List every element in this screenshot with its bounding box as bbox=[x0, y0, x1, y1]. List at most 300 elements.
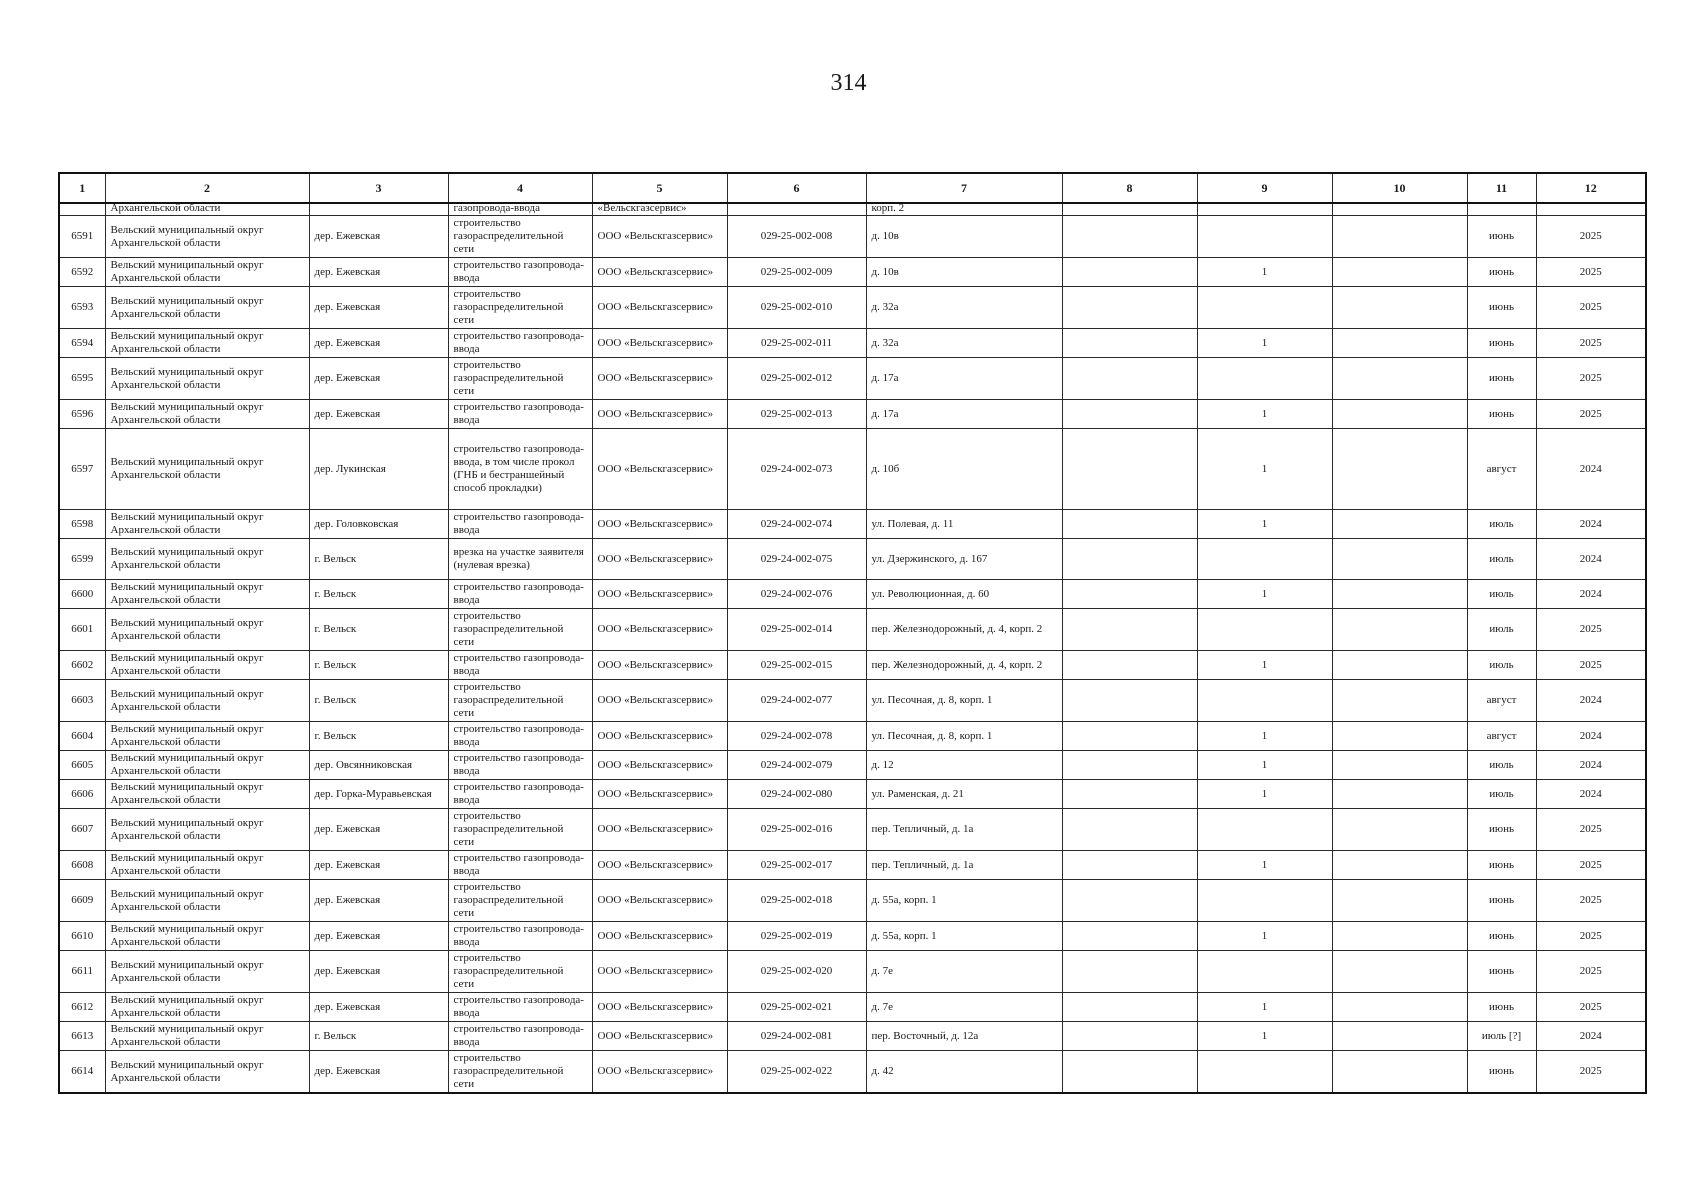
table-cell: строительство газопровода-ввода bbox=[448, 400, 592, 429]
table-row bbox=[59, 329, 1646, 358]
table-cell: Вельский муниципальный округ Архангельской области bbox=[105, 751, 309, 780]
table-cell: июль bbox=[1467, 580, 1536, 609]
table-cell: д. 42 bbox=[866, 1051, 1062, 1094]
table-cell: строительство газопровода-ввода bbox=[448, 580, 592, 609]
table-cell: строительство газопровода-ввода bbox=[448, 993, 592, 1022]
table-cell: пер. Железнодорожный, д. 4, корп. 2 bbox=[866, 651, 1062, 680]
table-cell: строительство газопровода-ввода bbox=[448, 1022, 592, 1051]
table-cell: 2024 bbox=[1536, 429, 1646, 510]
table-cell: 029-25-002-010 bbox=[727, 287, 866, 329]
table-cell: 029-24-002-076 bbox=[727, 580, 866, 609]
table-cell: 1 bbox=[1197, 651, 1332, 680]
table-cell bbox=[1062, 216, 1197, 258]
table-cell: г. Вельск bbox=[309, 580, 448, 609]
table-cell bbox=[1332, 1051, 1467, 1094]
table-cell: 1 bbox=[1197, 1022, 1332, 1051]
table-cell: дер. Ежевская bbox=[309, 951, 448, 993]
table-cell bbox=[1197, 680, 1332, 722]
table-cell: 2025 bbox=[1536, 851, 1646, 880]
table-cell: июль bbox=[1467, 510, 1536, 539]
column-header: 6 bbox=[727, 173, 866, 203]
table-cell bbox=[1062, 922, 1197, 951]
table-cell bbox=[1332, 951, 1467, 993]
table-row bbox=[59, 1051, 1646, 1094]
column-header: 7 bbox=[866, 173, 1062, 203]
table-cell: июнь bbox=[1467, 1051, 1536, 1094]
table-cell bbox=[1197, 203, 1332, 216]
column-header: 4 bbox=[448, 173, 592, 203]
table-cell: 029-25-002-022 bbox=[727, 1051, 866, 1094]
table-cell: Вельский муниципальный округ Архангельской области bbox=[105, 429, 309, 510]
table-cell bbox=[1062, 880, 1197, 922]
table-cell: 6594 bbox=[59, 329, 105, 358]
table-cell: Вельский муниципальный округ Архангельской области bbox=[105, 580, 309, 609]
table-cell: ООО «Вельскгазсервис» bbox=[592, 609, 727, 651]
table-cell: 2025 bbox=[1536, 651, 1646, 680]
table-cell: 2025 bbox=[1536, 809, 1646, 851]
table-cell: 6601 bbox=[59, 609, 105, 651]
table-cell: июль bbox=[1467, 539, 1536, 580]
table-cell: 2025 bbox=[1536, 258, 1646, 287]
table-cell bbox=[1062, 780, 1197, 809]
table-cell bbox=[1197, 287, 1332, 329]
table-cell bbox=[1332, 680, 1467, 722]
table-cell bbox=[59, 203, 105, 216]
table-cell: дер. Ежевская bbox=[309, 809, 448, 851]
table-cell: 2025 bbox=[1536, 358, 1646, 400]
table-cell: ул. Дзержинского, д. 167 bbox=[866, 539, 1062, 580]
table-cell bbox=[1332, 780, 1467, 809]
table-cell: июнь bbox=[1467, 400, 1536, 429]
table-cell: строительство газораспределительной сети bbox=[448, 951, 592, 993]
table-cell: 6597 bbox=[59, 429, 105, 510]
table-cell: 029-25-002-021 bbox=[727, 993, 866, 1022]
table-row bbox=[59, 539, 1646, 580]
table-cell: 2024 bbox=[1536, 1022, 1646, 1051]
table-cell bbox=[1062, 722, 1197, 751]
table-cell: август bbox=[1467, 429, 1536, 510]
table-cell: 6604 bbox=[59, 722, 105, 751]
table-cell: 029-24-002-079 bbox=[727, 751, 866, 780]
table-cell bbox=[1332, 329, 1467, 358]
table-cell: июль bbox=[1467, 751, 1536, 780]
table-cell: 6609 bbox=[59, 880, 105, 922]
table-cell: дер. Ежевская bbox=[309, 993, 448, 1022]
table-cell: июнь bbox=[1467, 358, 1536, 400]
table-cell bbox=[1332, 358, 1467, 400]
table-cell: ООО «Вельскгазсервис» bbox=[592, 680, 727, 722]
table-cell: ООО «Вельскгазсервис» bbox=[592, 880, 727, 922]
table-row bbox=[59, 722, 1646, 751]
table-cell: 029-25-002-016 bbox=[727, 809, 866, 851]
table-cell bbox=[1062, 951, 1197, 993]
table-cell bbox=[1062, 400, 1197, 429]
table-cell: ООО «Вельскгазсервис» bbox=[592, 951, 727, 993]
table-row bbox=[59, 951, 1646, 993]
table-cell: д. 7е bbox=[866, 951, 1062, 993]
table-cell bbox=[1332, 203, 1467, 216]
table-cell: август bbox=[1467, 680, 1536, 722]
table-cell bbox=[1062, 539, 1197, 580]
table-cell: 029-25-002-013 bbox=[727, 400, 866, 429]
table-cell: 029-24-002-074 bbox=[727, 510, 866, 539]
table-cell: ООО «Вельскгазсервис» bbox=[592, 400, 727, 429]
table-cell bbox=[1197, 216, 1332, 258]
table-cell: строительство газораспределительной сети bbox=[448, 680, 592, 722]
table-cell: д. 55а, корп. 1 bbox=[866, 880, 1062, 922]
table-cell: ООО «Вельскгазсервис» bbox=[592, 258, 727, 287]
table-cell: 6605 bbox=[59, 751, 105, 780]
table-cell bbox=[1062, 580, 1197, 609]
table-cell: газопровода-ввода bbox=[448, 203, 592, 216]
table-cell: 2024 bbox=[1536, 510, 1646, 539]
table-cell: Вельский муниципальный округ Архангельской области bbox=[105, 358, 309, 400]
table-cell: 029-25-002-008 bbox=[727, 216, 866, 258]
table-cell: 029-25-002-020 bbox=[727, 951, 866, 993]
table-cell: 6610 bbox=[59, 922, 105, 951]
table-cell: г. Вельск bbox=[309, 680, 448, 722]
table-cell: строительство газораспределительной сети bbox=[448, 809, 592, 851]
table-cell bbox=[1332, 1022, 1467, 1051]
table-cell bbox=[1467, 203, 1536, 216]
table-cell: 2025 bbox=[1536, 609, 1646, 651]
table-cell: строительство газопровода-ввода bbox=[448, 510, 592, 539]
table-cell bbox=[1332, 880, 1467, 922]
table-cell: июнь bbox=[1467, 922, 1536, 951]
table-cell: ООО «Вельскгазсервис» bbox=[592, 993, 727, 1022]
table-cell bbox=[1332, 287, 1467, 329]
table-cell: 029-24-002-073 bbox=[727, 429, 866, 510]
table-cell bbox=[1062, 1051, 1197, 1094]
table-row bbox=[59, 922, 1646, 951]
table-row bbox=[59, 880, 1646, 922]
table-cell: д. 7е bbox=[866, 993, 1062, 1022]
column-header: 2 bbox=[105, 173, 309, 203]
table-cell: д. 10в bbox=[866, 216, 1062, 258]
table-cell bbox=[1062, 358, 1197, 400]
table-cell: д. 12 bbox=[866, 751, 1062, 780]
table-row bbox=[59, 358, 1646, 400]
table-cell: г. Вельск bbox=[309, 722, 448, 751]
table-cell: 2025 bbox=[1536, 951, 1646, 993]
table-row bbox=[59, 287, 1646, 329]
table-cell: ООО «Вельскгазсервис» bbox=[592, 751, 727, 780]
table-cell: дер. Лукинская bbox=[309, 429, 448, 510]
table-cell: 1 bbox=[1197, 780, 1332, 809]
table-cell: июнь bbox=[1467, 809, 1536, 851]
table-cell: дер. Головковская bbox=[309, 510, 448, 539]
table-cell bbox=[1332, 809, 1467, 851]
column-header: 11 bbox=[1467, 173, 1536, 203]
table-cell: строительство газораспределительной сети bbox=[448, 287, 592, 329]
table-cell bbox=[1332, 539, 1467, 580]
table-cell: 1 bbox=[1197, 922, 1332, 951]
table-cell bbox=[1062, 651, 1197, 680]
table-cell: 6602 bbox=[59, 651, 105, 680]
table-cell: 6612 bbox=[59, 993, 105, 1022]
table-row bbox=[59, 993, 1646, 1022]
table-cell: ООО «Вельскгазсервис» bbox=[592, 851, 727, 880]
table-row bbox=[59, 680, 1646, 722]
table-cell bbox=[1062, 258, 1197, 287]
table-cell: 1 bbox=[1197, 751, 1332, 780]
table-cell: Вельский муниципальный округ Архангельской области bbox=[105, 780, 309, 809]
table-cell: 2024 bbox=[1536, 680, 1646, 722]
table-cell: дер. Ежевская bbox=[309, 880, 448, 922]
table-cell: 6596 bbox=[59, 400, 105, 429]
table-cell: 1 bbox=[1197, 429, 1332, 510]
table-cell: ул. Полевая, д. 11 bbox=[866, 510, 1062, 539]
table-cell: 6606 bbox=[59, 780, 105, 809]
table-cell: 2024 bbox=[1536, 539, 1646, 580]
table-cell: 2025 bbox=[1536, 922, 1646, 951]
table-cell: ООО «Вельскгазсервис» bbox=[592, 809, 727, 851]
table-cell bbox=[1332, 580, 1467, 609]
table-cell: 2024 bbox=[1536, 580, 1646, 609]
table-cell: дер. Ежевская bbox=[309, 329, 448, 358]
table-cell: 2025 bbox=[1536, 880, 1646, 922]
table-cell: 6611 bbox=[59, 951, 105, 993]
table-cell: д. 32а bbox=[866, 287, 1062, 329]
table-cell: д. 17а bbox=[866, 358, 1062, 400]
table-cell: 2025 bbox=[1536, 216, 1646, 258]
table-cell bbox=[1062, 851, 1197, 880]
table-cell: ООО «Вельскгазсервис» bbox=[592, 1051, 727, 1094]
table-cell: строительство газораспределительной сети bbox=[448, 358, 592, 400]
table-cell: ООО «Вельскгазсервис» bbox=[592, 1022, 727, 1051]
table-cell: 029-25-002-017 bbox=[727, 851, 866, 880]
table-cell: 029-24-002-077 bbox=[727, 680, 866, 722]
table-cell: 6603 bbox=[59, 680, 105, 722]
table-cell: 029-24-002-075 bbox=[727, 539, 866, 580]
table-cell: Вельский муниципальный округ Архангельской области bbox=[105, 1022, 309, 1051]
table-cell: 2025 bbox=[1536, 1051, 1646, 1094]
table-cell: июль bbox=[1467, 780, 1536, 809]
table-cell bbox=[1197, 539, 1332, 580]
table-cell: 029-24-002-081 bbox=[727, 1022, 866, 1051]
table-cell: строительство газопровода-ввода bbox=[448, 651, 592, 680]
table-cell: Вельский муниципальный округ Архангельской области bbox=[105, 851, 309, 880]
table-cell bbox=[727, 203, 866, 216]
table-cell: 6591 bbox=[59, 216, 105, 258]
table-cell: Вельский муниципальный округ Архангельской области bbox=[105, 287, 309, 329]
table-cell: Вельский муниципальный округ Архангельской области bbox=[105, 609, 309, 651]
table-cell bbox=[1332, 993, 1467, 1022]
column-header: 8 bbox=[1062, 173, 1197, 203]
table-cell bbox=[1062, 287, 1197, 329]
table-cell: 2025 bbox=[1536, 287, 1646, 329]
table-cell: строительство газораспределительной сети bbox=[448, 880, 592, 922]
table-cell: строительство газопровода-ввода bbox=[448, 751, 592, 780]
table-cell: 6595 bbox=[59, 358, 105, 400]
continuation-row bbox=[59, 203, 1646, 216]
data-table bbox=[58, 172, 1647, 1094]
table-cell: пер. Восточный, д. 12а bbox=[866, 1022, 1062, 1051]
table-cell: строительство газораспределительной сети bbox=[448, 1051, 592, 1094]
table-cell: д. 55а, корп. 1 bbox=[866, 922, 1062, 951]
table-cell bbox=[1062, 1022, 1197, 1051]
table-cell: дер. Ежевская bbox=[309, 1051, 448, 1094]
table-cell: Вельский муниципальный округ Архангельской области bbox=[105, 329, 309, 358]
table-cell bbox=[1062, 329, 1197, 358]
table-cell: 029-24-002-080 bbox=[727, 780, 866, 809]
table-cell: ООО «Вельскгазсервис» bbox=[592, 922, 727, 951]
table-cell bbox=[1062, 751, 1197, 780]
table-cell: 1 bbox=[1197, 993, 1332, 1022]
table-cell bbox=[1332, 258, 1467, 287]
table-cell: 1 bbox=[1197, 510, 1332, 539]
table-cell bbox=[1197, 609, 1332, 651]
table-row bbox=[59, 429, 1646, 510]
table-cell: 2025 bbox=[1536, 329, 1646, 358]
table-cell: 029-25-002-011 bbox=[727, 329, 866, 358]
table-cell bbox=[1536, 203, 1646, 216]
table-cell: ООО «Вельскгазсервис» bbox=[592, 722, 727, 751]
table-cell: 1 bbox=[1197, 580, 1332, 609]
table-cell: июнь bbox=[1467, 851, 1536, 880]
table-cell: строительство газопровода-ввода bbox=[448, 329, 592, 358]
table-cell: 6614 bbox=[59, 1051, 105, 1094]
column-header: 5 bbox=[592, 173, 727, 203]
table-cell bbox=[1197, 951, 1332, 993]
table-cell: г. Вельск bbox=[309, 539, 448, 580]
table-cell: пер. Железнодорожный, д. 4, корп. 2 bbox=[866, 609, 1062, 651]
table-cell bbox=[1332, 722, 1467, 751]
table-cell: 1 bbox=[1197, 400, 1332, 429]
table-cell: дер. Ежевская bbox=[309, 851, 448, 880]
table-cell: 6599 bbox=[59, 539, 105, 580]
table-cell: 1 bbox=[1197, 258, 1332, 287]
table-cell: июнь bbox=[1467, 880, 1536, 922]
column-header: 12 bbox=[1536, 173, 1646, 203]
table-cell: Вельский муниципальный округ Архангельской области bbox=[105, 809, 309, 851]
table-cell: июнь bbox=[1467, 951, 1536, 993]
table-cell: июль bbox=[1467, 609, 1536, 651]
table-row bbox=[59, 510, 1646, 539]
table-cell: врезка на участке заявителя (нулевая врезка) bbox=[448, 539, 592, 580]
table-row bbox=[59, 400, 1646, 429]
table-row bbox=[59, 258, 1646, 287]
table-cell bbox=[1332, 922, 1467, 951]
table-cell: 6600 bbox=[59, 580, 105, 609]
table-cell: 2025 bbox=[1536, 993, 1646, 1022]
table-cell: июль bbox=[1467, 651, 1536, 680]
table-cell bbox=[1062, 809, 1197, 851]
header-row bbox=[59, 173, 1646, 203]
table-row bbox=[59, 651, 1646, 680]
table-cell bbox=[1062, 429, 1197, 510]
table-cell: ООО «Вельскгазсервис» bbox=[592, 780, 727, 809]
table-cell: ООО «Вельскгазсервис» bbox=[592, 216, 727, 258]
table-cell: 2024 bbox=[1536, 780, 1646, 809]
table-cell: 029-25-002-014 bbox=[727, 609, 866, 651]
table-row bbox=[59, 851, 1646, 880]
table-cell: август bbox=[1467, 722, 1536, 751]
table-cell: 2024 bbox=[1536, 751, 1646, 780]
table-row bbox=[59, 751, 1646, 780]
table-cell: строительство газораспределительной сети bbox=[448, 216, 592, 258]
table-cell: дер. Ежевская bbox=[309, 358, 448, 400]
table-cell: Вельский муниципальный округ Архангельской области bbox=[105, 510, 309, 539]
table-cell: 6598 bbox=[59, 510, 105, 539]
table-cell: 6607 bbox=[59, 809, 105, 851]
table-cell: пер. Тепличный, д. 1а bbox=[866, 809, 1062, 851]
table-cell: ООО «Вельскгазсервис» bbox=[592, 651, 727, 680]
table-cell: 029-25-002-018 bbox=[727, 880, 866, 922]
table-cell: корп. 2 bbox=[866, 203, 1062, 216]
table-cell: ООО «Вельскгазсервис» bbox=[592, 358, 727, 400]
table-cell: июнь bbox=[1467, 287, 1536, 329]
column-header: 9 bbox=[1197, 173, 1332, 203]
table-cell: 2024 bbox=[1536, 722, 1646, 751]
table-cell: строительство газопровода-ввода bbox=[448, 722, 592, 751]
table-cell: строительство газопровода-ввода bbox=[448, 780, 592, 809]
table-cell: Вельский муниципальный округ Архангельской области bbox=[105, 922, 309, 951]
table-cell: Архангельской области bbox=[105, 203, 309, 216]
table-cell: июнь bbox=[1467, 329, 1536, 358]
table-cell: ул. Раменская, д. 21 bbox=[866, 780, 1062, 809]
table-cell: ООО «Вельскгазсервис» bbox=[592, 580, 727, 609]
table-cell: июнь bbox=[1467, 258, 1536, 287]
table-row bbox=[59, 216, 1646, 258]
table-cell: 6613 bbox=[59, 1022, 105, 1051]
table-cell: Вельский муниципальный округ Архангельской области bbox=[105, 258, 309, 287]
table-cell: июль [?] bbox=[1467, 1022, 1536, 1051]
table-row bbox=[59, 580, 1646, 609]
table-cell: Вельский муниципальный округ Архангельской области bbox=[105, 722, 309, 751]
table-cell: строительство газораспределительной сети bbox=[448, 609, 592, 651]
table-cell: 1 bbox=[1197, 329, 1332, 358]
table-row bbox=[59, 809, 1646, 851]
table-cell: дер. Ежевская bbox=[309, 258, 448, 287]
table-cell bbox=[1332, 751, 1467, 780]
table-cell: июнь bbox=[1467, 993, 1536, 1022]
table-cell bbox=[1332, 609, 1467, 651]
table-cell bbox=[1332, 429, 1467, 510]
table-cell: г. Вельск bbox=[309, 609, 448, 651]
table-cell: строительство газопровода-ввода bbox=[448, 851, 592, 880]
table-cell bbox=[1062, 993, 1197, 1022]
table-cell bbox=[1197, 809, 1332, 851]
table-cell: Вельский муниципальный округ Архангельской области bbox=[105, 539, 309, 580]
table-cell: д. 17а bbox=[866, 400, 1062, 429]
table-cell bbox=[1197, 1051, 1332, 1094]
table-cell: строительство газопровода-ввода, в том числе прокол (ГНБ и бестраншейный способ прокладки) bbox=[448, 429, 592, 510]
column-header: 3 bbox=[309, 173, 448, 203]
table-cell: ООО «Вельскгазсервис» bbox=[592, 539, 727, 580]
page-number: 314 bbox=[830, 70, 867, 96]
table-cell: пер. Тепличный, д. 1а bbox=[866, 851, 1062, 880]
table-cell bbox=[1332, 851, 1467, 880]
table-cell: дер. Горка-Муравьевская bbox=[309, 780, 448, 809]
table-body bbox=[59, 203, 1646, 1093]
table-cell: дер. Ежевская bbox=[309, 922, 448, 951]
table-cell: 029-25-002-019 bbox=[727, 922, 866, 951]
table-cell: ООО «Вельскгазсервис» bbox=[592, 329, 727, 358]
table-cell: Вельский муниципальный округ Архангельской области bbox=[105, 651, 309, 680]
table-cell: ул. Революционная, д. 60 bbox=[866, 580, 1062, 609]
table-cell: ООО «Вельскгазсервис» bbox=[592, 510, 727, 539]
table-cell: ул. Песочная, д. 8, корп. 1 bbox=[866, 722, 1062, 751]
table-cell bbox=[1197, 358, 1332, 400]
table-cell: дер. Ежевская bbox=[309, 287, 448, 329]
column-header: 10 bbox=[1332, 173, 1467, 203]
table-cell: 029-25-002-015 bbox=[727, 651, 866, 680]
table-cell: «Вельскгазсервис» bbox=[592, 203, 727, 216]
column-header: 1 bbox=[59, 173, 105, 203]
table-cell: июнь bbox=[1467, 216, 1536, 258]
table-cell bbox=[1332, 510, 1467, 539]
